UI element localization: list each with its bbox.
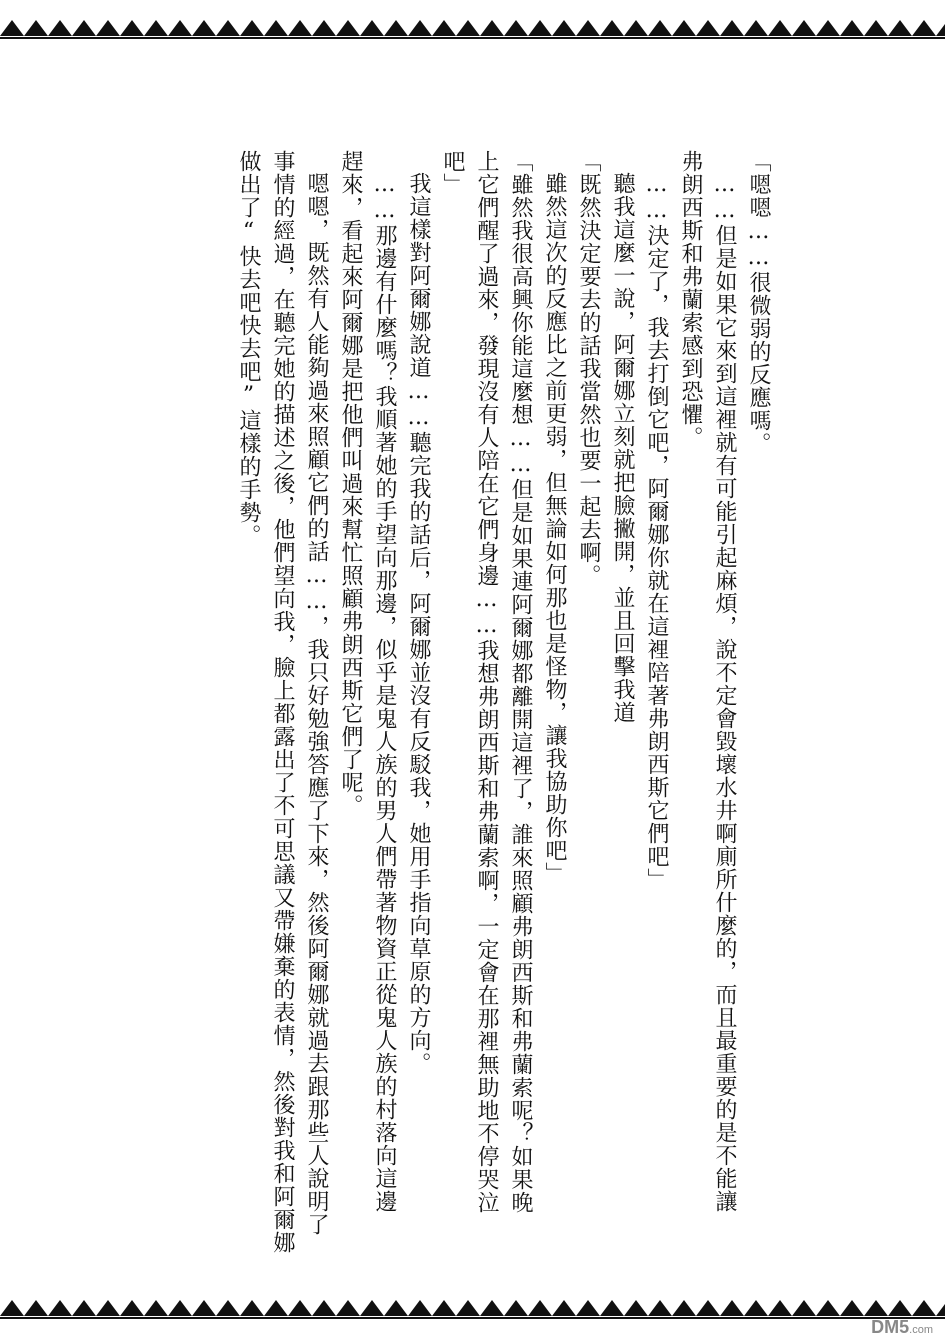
text-line: 弗朗西斯和弗蘭索感到恐懼。 <box>678 150 703 449</box>
watermark-suffix: .com <box>909 1324 933 1336</box>
text-line: 「雖然我很高興你能這麼想……但是如果連阿爾娜都離開這裡了，誰來照顧弗朗西斯和弗蘭索呢？如果晚 <box>508 150 533 1214</box>
text-line: 雖然這次的反應比之前更弱，但無論如何那也是怪物，讓我協助你吧」 <box>542 172 567 885</box>
text-line: 「既然決定要去的話我當然也要一起去啊。 <box>576 150 601 587</box>
text-line: ……決定了，我去打倒它吧，阿爾娜你就在這裡陪著弗朗西斯它們吧」 <box>644 172 669 891</box>
text-line: 事情的經過，在聽完她的描述之後，他們望向我，臉上都露出了不可思議又帶嫌棄的表情，然後對我和阿爾娜 <box>270 150 295 1254</box>
site-watermark <box>871 1317 933 1338</box>
text-line: 趕來，看起來阿爾娜是把他們叫過來幫忙照顧弗朗西斯它們了呢。 <box>338 150 363 817</box>
top-border-pattern <box>0 18 945 40</box>
text-line: ……但是如果它來到這裡就有可能引起麻煩，說不定會毀壞水井啊廁所什麼的，而且最重要的是不能讓 <box>712 172 737 1213</box>
text-line: 吧」 <box>440 150 465 196</box>
text-line: 「嗯嗯……很微弱的反應嗎。 <box>746 150 771 455</box>
text-line: 我這樣對阿爾娜說道……聽完我的話后，阿爾娜並沒有反駁我，她用手指向草原的方向。 <box>406 172 431 1075</box>
text-line: ……那邊有什麼嗎？我順著她的手望向那邊，似乎是鬼人族的男人們帶著物資正從鬼人族的村落向這邊 <box>372 172 397 1213</box>
bottom-border-pattern <box>0 1298 945 1320</box>
watermark-brand: DM5 <box>871 1317 910 1337</box>
text-line: 嗯嗯，既然有人能夠過來照顧它們的話……，我只好勉強答應了下來，然後阿爾娜就過去跟那些人說明了 <box>304 172 329 1236</box>
text-line: 聽我這麼一說，阿爾娜立刻就把臉撇開，並且回擊我道 <box>610 172 635 724</box>
text-line: 上它們醒了過來，發現沒有人陪在它們身邊……我想弗朗西斯和弗蘭索啊，一定會在那裡無助地不停哭泣 <box>474 150 499 1214</box>
vertical-text-body <box>231 150 775 1260</box>
text-line: 做出了“快去吧快去吧”這樣的手勢。 <box>236 150 261 547</box>
